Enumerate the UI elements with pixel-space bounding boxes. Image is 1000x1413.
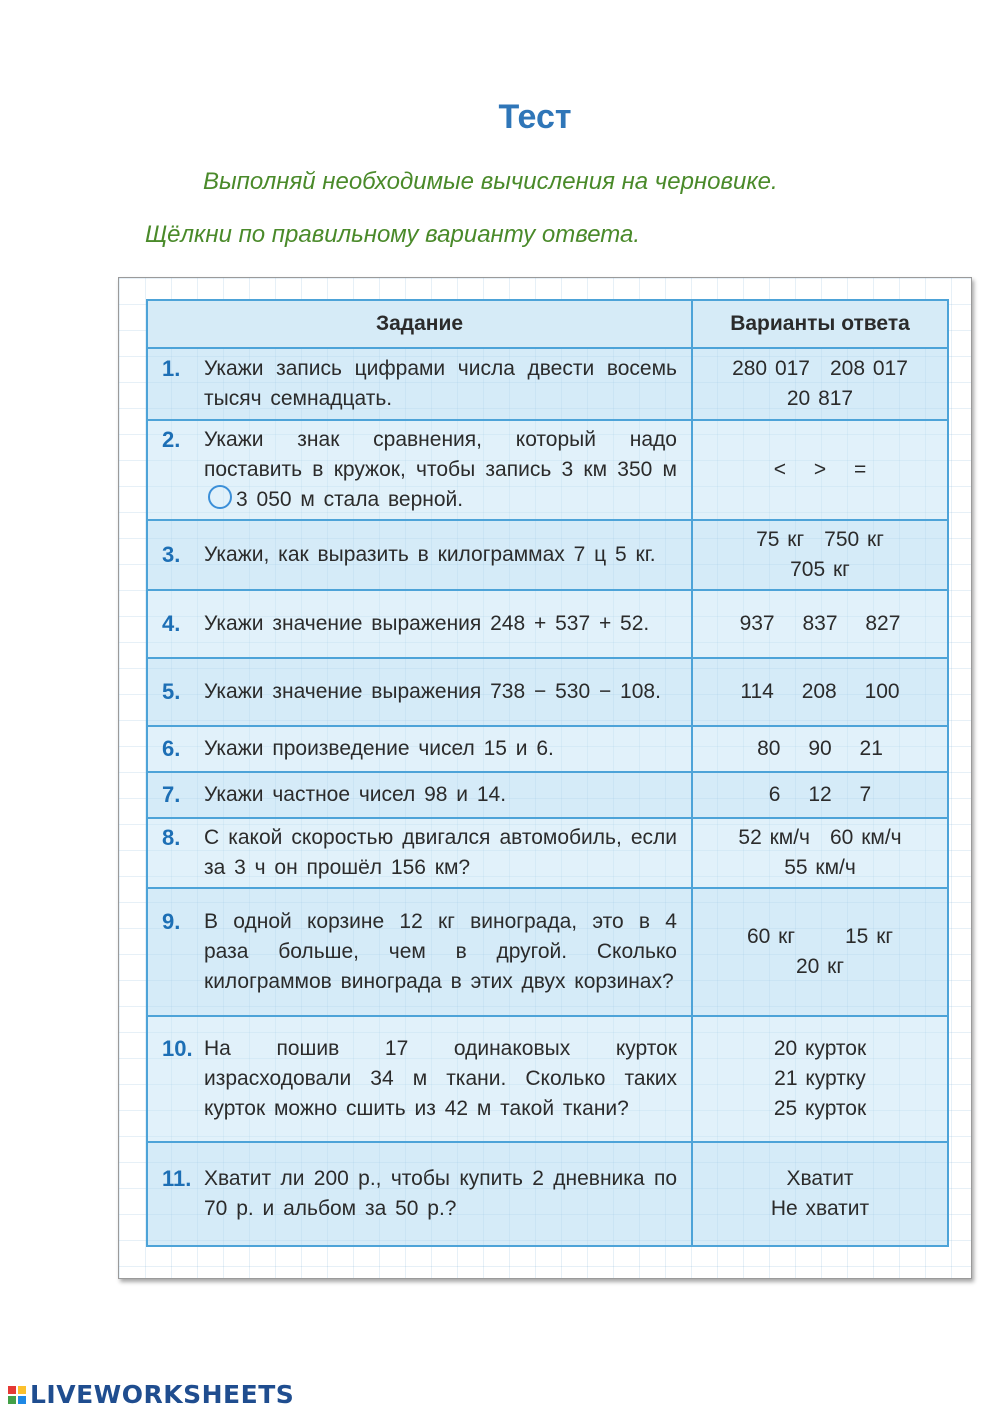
- answer-option[interactable]: 60 км/ч: [830, 826, 902, 849]
- task-row-1: [147, 348, 948, 420]
- answer-option[interactable]: 114: [740, 680, 774, 703]
- task-row-6: [147, 726, 948, 772]
- task-row-5: [147, 658, 948, 726]
- answer-option[interactable]: 20 817: [786, 387, 854, 410]
- task-text: Укажи запись цифрами числа двести восемь тысяч семнадцать.: [204, 357, 677, 410]
- task-row-4: [147, 590, 948, 658]
- logo-text: LIVEWORKSHEETS: [30, 1380, 295, 1409]
- answer-option[interactable]: Хватит: [786, 1167, 854, 1190]
- answer-option[interactable]: 837: [802, 612, 838, 635]
- answer-option[interactable]: 52 км/ч: [738, 826, 810, 849]
- task-number: 2.: [162, 427, 181, 452]
- answer-option[interactable]: Не хватит: [770, 1197, 870, 1220]
- answer-option[interactable]: 705 кг: [790, 558, 850, 581]
- task-number: 3.: [162, 542, 181, 567]
- task-number: 1.: [162, 356, 181, 381]
- task-row-8: [147, 818, 948, 888]
- task-number: 6.: [162, 736, 181, 761]
- answer-option[interactable]: 75 кг: [756, 528, 805, 551]
- answer-option[interactable]: 208 017: [830, 357, 908, 380]
- answer-option[interactable]: 208: [801, 680, 837, 703]
- task-number: 7.: [162, 782, 181, 807]
- task-text: Хватит ли 200 р., чтобы купить 2 дневника по 70 р. и альбом за 50 р.?: [204, 1167, 677, 1220]
- answer-option[interactable]: 90: [808, 737, 832, 760]
- answer-option[interactable]: 100: [864, 680, 900, 703]
- task-text: Укажи, как выразить в килограммах 7 ц 5 кг.: [204, 543, 656, 566]
- task-row-10: [147, 1016, 948, 1142]
- answer-option[interactable]: 60 кг: [746, 925, 795, 948]
- answer-option[interactable]: 937: [739, 612, 775, 635]
- answer-option[interactable]: 15 кг: [845, 925, 894, 948]
- task-text: На пошив 17 одинаковых курток израсходовали 34 м ткани. Сколько таких курток можно сшить из 42 м такой ткани?: [204, 1037, 677, 1120]
- answer-option[interactable]: 25 курток: [773, 1097, 867, 1120]
- column-header-task: Задание: [147, 300, 692, 348]
- task-row-2: [147, 420, 948, 520]
- task-row-11: [147, 1142, 948, 1246]
- task-number: 11.: [162, 1166, 192, 1191]
- instruction-click-answer: Щёлкни по правильному варианту ответа.: [145, 221, 641, 248]
- task-row-9: [147, 888, 948, 1016]
- task-text: Укажи значение выражения 738 − 530 − 108.: [204, 680, 661, 703]
- liveworksheets-logo: [8, 1380, 294, 1409]
- answer-option[interactable]: 21: [859, 737, 883, 760]
- task-text: В одной корзине 12 кг винограда, это в 4 раза больше, чем в другой. Сколько килограммов винограда в этих двух корзинах?: [204, 910, 677, 993]
- liveworksheets-logo-icon: [8, 1386, 26, 1404]
- task-text: Укажи произведение чисел 15 и 6.: [204, 737, 554, 760]
- task-text: Укажи частное чисел 98 и 14.: [204, 783, 507, 806]
- answer-option[interactable]: 20 кг: [795, 955, 845, 978]
- answer-option[interactable]: 21 куртку: [774, 1067, 866, 1090]
- task-number: 9.: [162, 909, 181, 934]
- task-number: 10.: [162, 1036, 193, 1061]
- answer-option[interactable]: 280 017: [732, 357, 810, 380]
- task-row-3: [147, 520, 948, 590]
- answer-option[interactable]: >: [813, 458, 827, 481]
- answer-option[interactable]: 20 курток: [773, 1037, 867, 1060]
- task-number: 8.: [162, 825, 181, 850]
- task-row-7: [147, 772, 948, 818]
- instruction-calculations: Выполняй необходимые вычисления на черновике.: [203, 168, 778, 195]
- page-title: Тест: [498, 98, 572, 136]
- answer-option[interactable]: 7: [859, 783, 872, 806]
- answer-option[interactable]: <: [773, 458, 787, 481]
- test-table: [146, 299, 949, 1247]
- answer-option[interactable]: =: [853, 458, 867, 481]
- answer-option[interactable]: 6: [768, 783, 781, 806]
- task-text: Укажи значение выражения 248 + 537 + 52.: [204, 612, 650, 635]
- task-text-continued: 3 050 м стала верной.: [236, 488, 464, 511]
- task-text: С какой скоростью двигался автомобиль, если за 3 ч он прошёл 156 км?: [204, 826, 677, 879]
- answer-option[interactable]: 55 км/ч: [784, 856, 856, 879]
- column-header-answers: Варианты ответа: [692, 300, 948, 348]
- answer-option[interactable]: 750 кг: [824, 528, 884, 551]
- comparison-circle-icon: [208, 485, 232, 509]
- task-number: 5.: [162, 679, 181, 704]
- task-number: 4.: [162, 611, 181, 636]
- answer-option[interactable]: 12: [808, 783, 832, 806]
- answer-option[interactable]: 80: [757, 737, 781, 760]
- answer-option[interactable]: 827: [865, 612, 901, 635]
- task-text: Укажи знак сравнения, который надо поставить в кружок, чтобы запись 3 км 350 м: [204, 428, 677, 481]
